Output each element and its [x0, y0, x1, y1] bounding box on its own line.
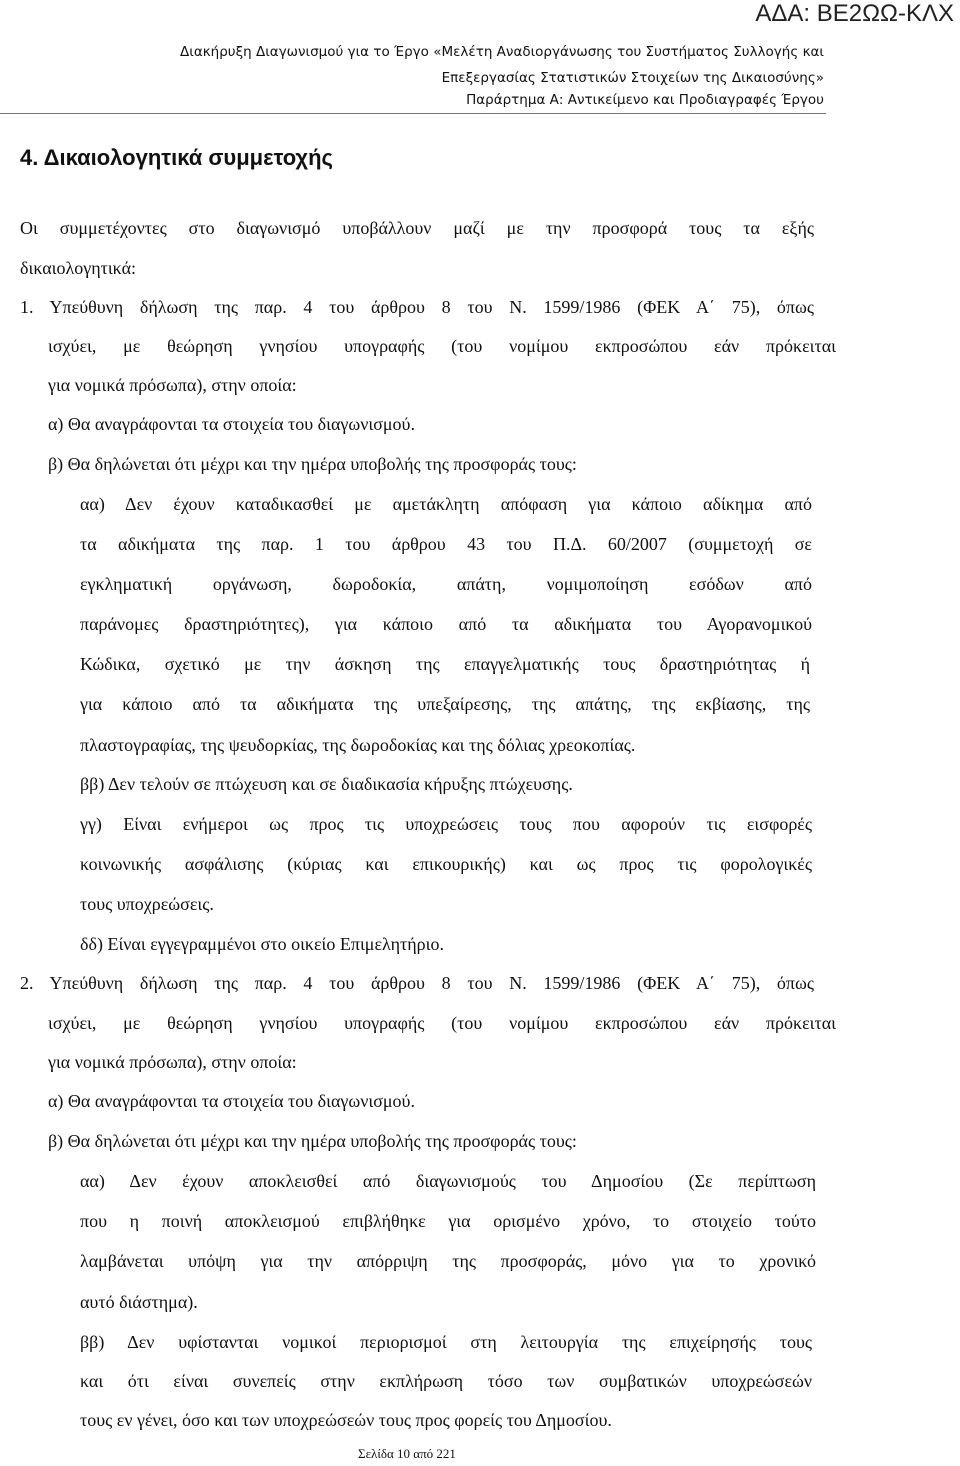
text-line: ββ) Δεν τελούν σε πτώχευση και σε διαδικασία κήρυξης πτώχευσης. [80, 774, 573, 794]
text-line: δικαιολογητικά: [20, 258, 137, 278]
text-line: και ότι είναι συνεπείς στην εκπλήρωση τόσο των συμβατικών υποχρεώσεών [80, 1371, 812, 1391]
text-line: ββ) Δεν υφίστανται νομικοί περιορισμοί στη λειτουργία της επιχείρησής τους [80, 1332, 812, 1352]
text-line: πλαστογραφίας, της ψευδορκίας, της δωροδοκίας και της δόλιας χρεοκοπίας. [80, 735, 636, 755]
text-line: ισχύει, με θεώρηση γνησίου υπογραφής (του νομίμου εκπροσώπου εάν πρόκειται [48, 1013, 836, 1033]
header-line-3: Παράρτημα Α: Αντικείμενο και Προδιαγραφές Έργου [466, 92, 824, 108]
text-line: κοινωνικής ασφάλισης (κύριας και επικουρικής) και ως προς τις φορολογικές [80, 854, 812, 874]
text-line: δδ) Είναι εγγεγραμμένοι στο οικείο Επιμελητήριο. [80, 934, 444, 954]
header-divider [0, 113, 826, 114]
text-line: λαμβάνεται υπόψη για την απόρριψη της προσφοράς, μόνο για το χρονικό [80, 1251, 816, 1271]
ada-stamp: ΑΔΑ: ΒΕ2ΩΩ-ΚΛΧ [755, 0, 954, 27]
text-line: αα) Δεν έχουν καταδικασθεί με αμετάκλητη απόφαση για κάποιο αδίκημα από [80, 494, 812, 514]
header-line-2: Επεξεργασίας Στατιστικών Στοιχείων της Δικαιοσύνης» [441, 70, 824, 86]
text-line: εγκληματική οργάνωση, δωροδοκία, απάτη, νομιμοποίηση εσόδων από [80, 574, 812, 594]
page-number: Σελίδα 10 από 221 [358, 1446, 456, 1461]
text-line: τους υποχρεώσεις. [80, 894, 214, 914]
text-line: τα αδικήματα της παρ. 1 του άρθρου 43 του Π.Δ. 60/2007 (συμμετοχή σε [80, 534, 812, 554]
text-line: 2. Υπεύθυνη δήλωση της παρ. 4 του άρθρου 8 του Ν. 1599/1986 (ΦΕΚ Α΄ 75), όπως [20, 973, 814, 993]
text-line: α) Θα αναγράφονται τα στοιχεία του διαγωνισμού. [48, 1091, 415, 1111]
text-line: β) Θα δηλώνεται ότι μέχρι και την ημέρα υποβολής της προσφοράς τους: [48, 454, 577, 474]
text-line: γγ) Είναι ενήμεροι ως προς τις υποχρεώσεις τους που αφορούν τις εισφορές [80, 814, 812, 834]
text-line: τους εν γένει, όσο και των υποχρεώσεών τους προς φορείς του Δημοσίου. [80, 1410, 612, 1430]
text-line: Οι συμμετέχοντες στο διαγωνισμό υποβάλλουν μαζί με την προσφορά τους τα εξής [20, 218, 814, 238]
text-line: για νομικά πρόσωπα), στην οποία: [48, 375, 297, 395]
text-line: β) Θα δηλώνεται ότι μέχρι και την ημέρα υποβολής της προσφοράς τους: [48, 1131, 577, 1151]
header-line-1: Διακήρυξη Διαγωνισμού για το Έργο «Μελέτη Αναδιοργάνωσης του Συστήματος Συλλογής και [180, 44, 824, 60]
text-line: Κώδικα, σχετικό με την άσκηση της επαγγελματικής τους δραστηριότητας ή [80, 654, 810, 674]
text-line: αυτό διάστημα). [80, 1292, 198, 1312]
text-line: για κάποιο από τα αδικήματα της υπεξαίρεσης, της απάτης, της εκβίασης, της [80, 694, 810, 714]
text-line: για νομικά πρόσωπα), στην οποία: [48, 1052, 297, 1072]
text-line: παράνομες δραστηριότητες), για κάποιο από τα αδικήματα του Αγορανομικού [80, 614, 812, 634]
text-line: αα) Δεν έχουν αποκλεισθεί από διαγωνισμούς του Δημοσίου (Σε περίπτωση [80, 1171, 816, 1191]
text-line: α) Θα αναγράφονται τα στοιχεία του διαγωνισμού. [48, 414, 415, 434]
section-title: 4. Δικαιολογητικά συμμετοχής [20, 145, 333, 170]
text-line: ισχύει, με θεώρηση γνησίου υπογραφής (του νομίμου εκπροσώπου εάν πρόκειται [48, 336, 836, 356]
text-line: που η ποινή αποκλεισμού επιβλήθηκε για ορισμένο χρόνο, το στοιχείο τούτο [80, 1211, 816, 1231]
text-line: 1. Υπεύθυνη δήλωση της παρ. 4 του άρθρου 8 του Ν. 1599/1986 (ΦΕΚ Α΄ 75), όπως [20, 297, 814, 317]
